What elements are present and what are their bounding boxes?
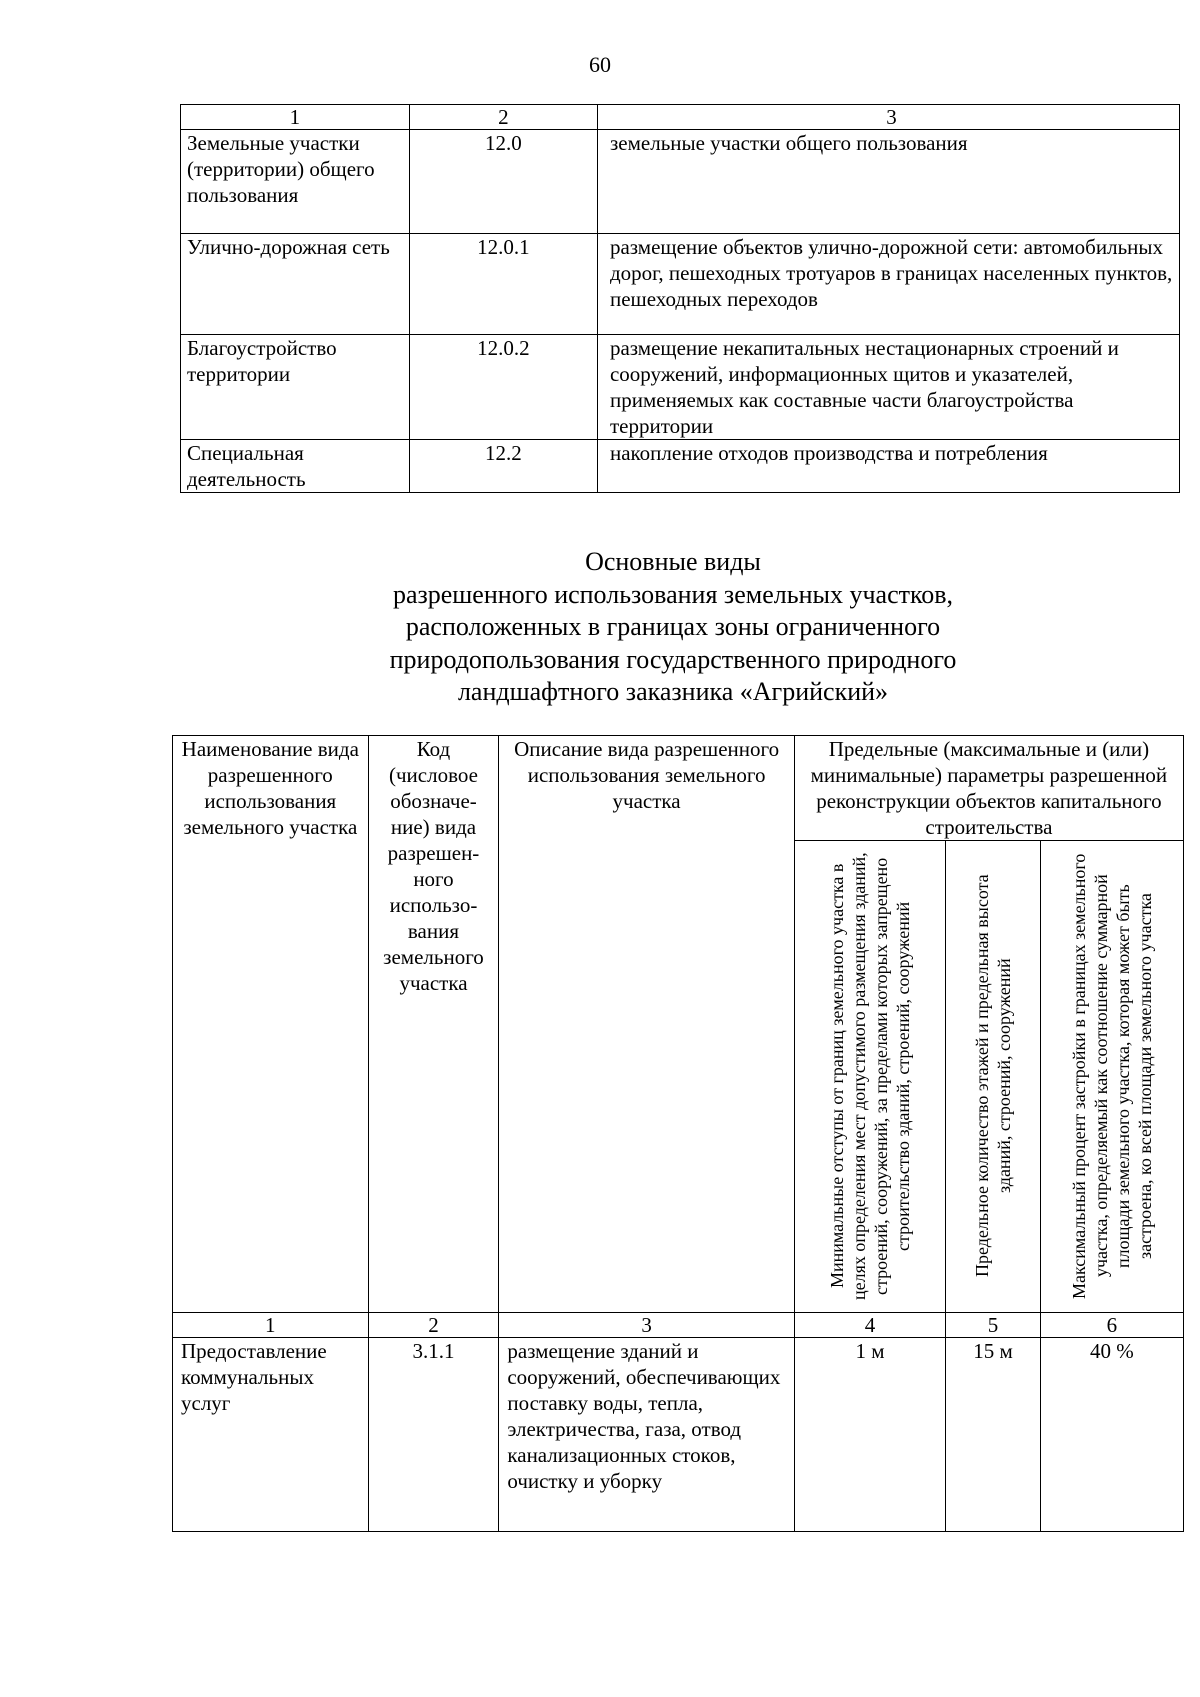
- page-number: 60: [589, 52, 611, 77]
- use-code: 12.2: [409, 440, 597, 493]
- table-land-use-main: [172, 735, 1184, 1532]
- table-row: [181, 440, 1180, 493]
- section-heading: [0, 546, 1200, 709]
- header-description: Описание вида разрешенного использования земельного участка: [499, 736, 794, 1313]
- use-code: 3.1.1: [368, 1338, 499, 1532]
- heading-line: разрешенного использования земельных участков,: [392, 579, 954, 609]
- column-number: 3: [597, 105, 1179, 130]
- column-number: 2: [409, 105, 597, 130]
- header-floors-text: Предельное количество этажей и предельная высота зданий, строений, сооружений: [972, 874, 1014, 1278]
- table-header-row: [173, 736, 1184, 841]
- header-code: Код (числовое обозначе-ние) вида разрешен-ного использо-вания земельного участка: [368, 736, 499, 1313]
- table-land-use-general: [180, 104, 1180, 493]
- table-row: [181, 234, 1180, 335]
- use-code: 12.0: [409, 130, 597, 234]
- header-coverage: [1040, 841, 1183, 1313]
- use-description: размещение зданий и сооружений, обеспечивающих поставку воды, тепла, электричества, газа, отвод канализационных стоков, очистку и уборку: [499, 1338, 794, 1532]
- heading-line: Основные виды: [585, 547, 761, 576]
- use-description: накопление отходов производства и потребления: [597, 440, 1179, 493]
- table-row: [181, 130, 1180, 234]
- column-number: 1: [181, 105, 410, 130]
- column-number: 2: [368, 1313, 499, 1338]
- header-parameters: Предельные (максимальные и (или) минимальные) параметры разрешенной реконструкции объектов капитального строительства: [794, 736, 1183, 841]
- table-row: [173, 1338, 1184, 1532]
- header-coverage-text: Максимальный процент застройки в границах земельного участка, определяемый как соотношение суммарной площади земельного участка, которая может быть застроена, ко всей площади земельного участка: [1068, 853, 1155, 1299]
- use-name: Земельные участки (территории) общего пользования: [181, 130, 410, 234]
- min-setback: 1 м: [794, 1338, 945, 1532]
- heading-line: природопользования государственного природного: [389, 644, 957, 674]
- use-description: размещение некапитальных нестационарных строений и сооружений, информационных щитов и указателей, применяемых как составные части благоустройства территории: [597, 335, 1179, 440]
- use-name: Специальная деятельность: [181, 440, 410, 493]
- column-numbers-row: [173, 1313, 1184, 1338]
- column-number: 6: [1040, 1313, 1183, 1338]
- column-number: 3: [499, 1313, 794, 1338]
- use-code: 12.0.1: [409, 234, 597, 335]
- use-name: Благоустройство территории: [181, 335, 410, 440]
- table-row: [181, 335, 1180, 440]
- column-number: 1: [173, 1313, 369, 1338]
- heading-line: расположенных в границах зоны ограниченного: [405, 612, 941, 641]
- max-coverage: 40 %: [1040, 1338, 1183, 1532]
- use-name: Предоставление коммунальных услуг: [173, 1338, 369, 1532]
- max-height: 15 м: [946, 1338, 1041, 1532]
- column-number: 4: [794, 1313, 945, 1338]
- table-header-row: [181, 105, 1180, 130]
- column-number: 5: [946, 1313, 1041, 1338]
- use-description: размещение объектов улично-дорожной сети: автомобильных дорог, пешеходных тротуаров в границах населенных пунктов, пешеходных переходов: [597, 234, 1179, 335]
- header-use-name: Наименование вида разрешенного использования земельного участка: [173, 736, 369, 1313]
- header-floors: [946, 841, 1041, 1313]
- use-code: 12.0.2: [409, 335, 597, 440]
- use-description: земельные участки общего пользования: [597, 130, 1179, 234]
- use-name: Улично-дорожная сеть: [181, 234, 410, 335]
- heading-line: ландшафтного заказника «Агрийский»: [457, 677, 889, 706]
- header-setback-text: Минимальные отступы от границ земельного участка в целях определения мест допустимого размещения зданий, строений, сооружений, за пределами которых запрещено строительство зданий, строений, сооружений: [826, 852, 913, 1300]
- header-setback: [794, 841, 945, 1313]
